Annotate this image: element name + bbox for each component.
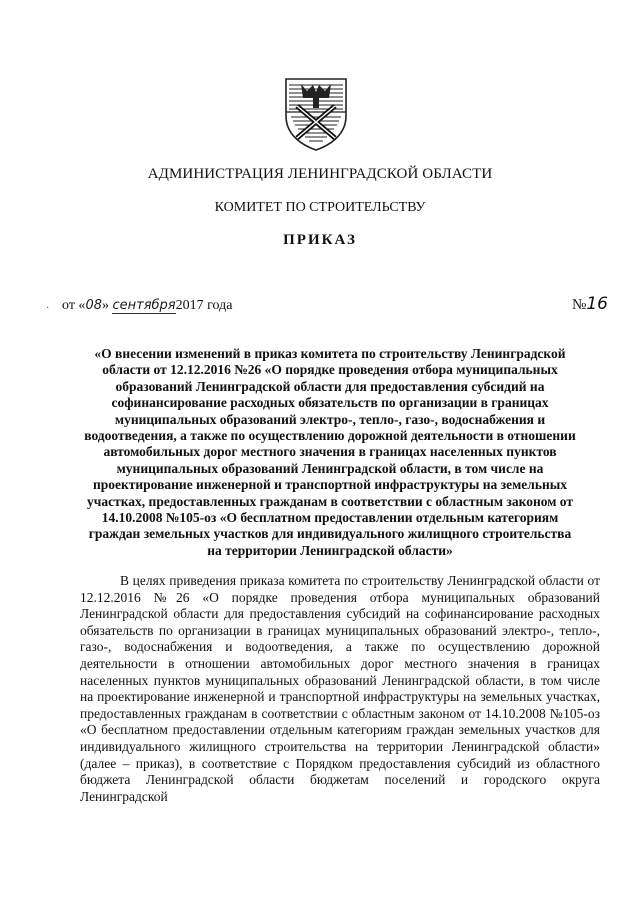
- document-type: ПРИКАЗ: [283, 232, 357, 248]
- order-title: «О внесении изменений в приказ комитета по строительству Ленинградской области от 12.12.2016 №26 «О порядке проведения отбора муниципальных образований Ленинградской области для предоставления субсидий на софинансирование расходных обязательств по организации в границах муниципальных образований электро-, тепло-, газо-, водоснабжения и водоотведения, а также по осуществлению дорожной деятельности в отношении автомобильных дорог местного значения в границах населенных пунктов муниципальных образований Ленинградской области, в том числе на проектирование инженерной и транспортной инфраструктуры на земельных участках, предоставленных гражданам в соответствии с областным законом от 14.10.2008 №105-оз «О бесплатном предоставлении отдельным категориям граждан земельных участков для индивидуального жилищного строительства на территории Ленинградской области»: [84, 346, 576, 558]
- coat-of-arms-icon: [283, 76, 349, 152]
- date-prefix: от «: [62, 298, 86, 313]
- date-year: 2017 года: [175, 298, 233, 313]
- committee-name: КОМИТЕТ ПО СТРОИТЕЛЬСТВУ: [214, 200, 426, 215]
- document-number: [572, 294, 608, 314]
- document-date: [62, 298, 232, 314]
- date-mid: »: [101, 298, 113, 313]
- number-value: 16: [586, 294, 608, 314]
- date-day: 08: [85, 298, 102, 313]
- body-paragraph: В целях приведения приказа комитета по строительству Ленинградской области от 12.12.2016 №26 «О порядке проведения отбора муниципальных образований Ленинградской области для предоставления субсидий на софинансирование расходных обязательств по организации в границах муниципальных образований электро-, тепло-, газо-, водоснабжения и водоотведения, а также по осуществлению дорожной деятельности в отношении автомобильных дорог местного значения в границах населенных пунктов муниципальных образований Ленинградской области, в том числе на проектирование инженерной и транспортной инфраструктуры на земельных участках, предоставленных гражданам в соответствии с областным законом от 14.10.2008 №105-оз «О бесплатном предоставлении отдельным категориям граждан земельных участков для индивидуального жилищного строительства на территории Ленинградской области» (далее – приказ), в соответствие с Порядком предоставления субсидий из областного бюджета Ленинградской области бюджетам поселений и городского округа Ленинградской: [80, 573, 600, 804]
- date-month: сентября: [112, 298, 176, 313]
- number-prefix: №: [572, 297, 587, 313]
- organization-name: АДМИНИСТРАЦИЯ ЛЕНИНГРАДСКОЙ ОБЛАСТИ: [147, 166, 493, 182]
- margin-mark: ·: [46, 303, 50, 314]
